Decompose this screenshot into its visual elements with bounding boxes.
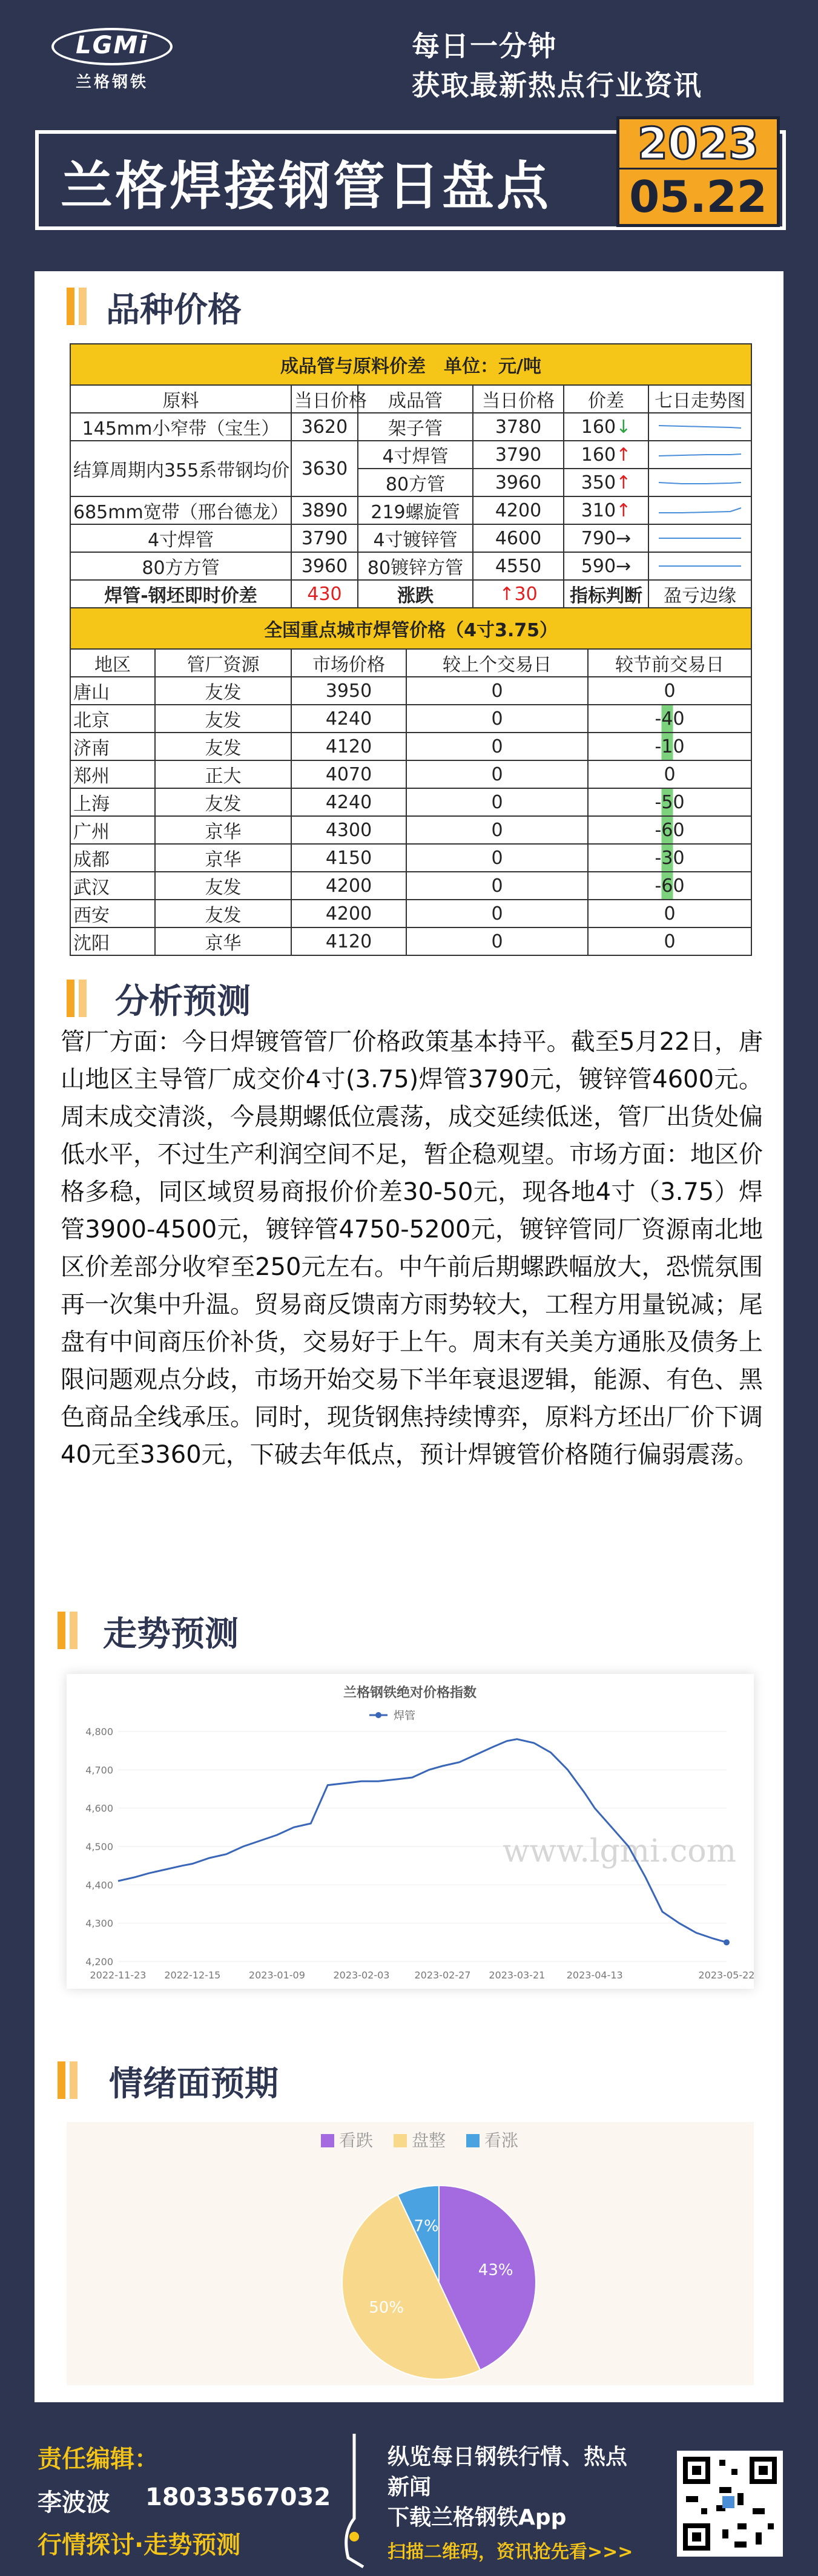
product: 80方管 — [358, 469, 473, 496]
price-tables — [70, 343, 751, 956]
mill-name: 京华 — [155, 816, 291, 844]
mill-name: 友发 — [155, 705, 291, 733]
mill-name: 友发 — [155, 872, 291, 900]
raw-price: 3790 — [291, 524, 358, 552]
logo: LGMi — [76, 31, 148, 59]
promo-cta: 扫描二维码，资讯抢先看>>> — [388, 2541, 633, 2563]
city-name: 成都 — [70, 844, 155, 872]
market-price: 4070 — [291, 760, 406, 788]
section-marker — [58, 1612, 65, 1649]
sparkline-icon — [658, 560, 742, 572]
sparkline-icon — [658, 504, 742, 516]
legend-label: 盘整 — [412, 2130, 446, 2150]
summary-value: 430 — [291, 580, 358, 608]
raw-price: 3960 — [291, 552, 358, 580]
editor-name: 李波波 — [38, 2489, 110, 2517]
mill-name: 正大 — [155, 760, 291, 788]
change-label: 涨跌 — [358, 580, 473, 608]
spread-value: 590 — [581, 555, 616, 577]
table-row — [70, 816, 751, 844]
spread-value: 350 — [581, 472, 616, 493]
judge-value: 盈亏边缘 — [648, 580, 751, 608]
legend-marker — [375, 1712, 381, 1718]
col-header: 原料 — [70, 385, 291, 413]
pie-chart-card — [67, 2122, 754, 2385]
x-tick-label: 2023-05-22 — [698, 1969, 755, 1981]
change-pre-holiday: -10 — [588, 733, 751, 760]
mill-name: 友发 — [155, 677, 291, 705]
arrow-up-icon: ↑ — [616, 472, 632, 493]
city-name: 武汉 — [70, 872, 155, 900]
spread-table-title: 成品管与原料价差 单位：元/吨 — [70, 344, 751, 385]
product-price: 3790 — [473, 441, 564, 469]
raw-price: 3630 — [291, 441, 358, 496]
product-price: 4200 — [473, 496, 564, 524]
sparkline — [648, 552, 751, 580]
city-name: 唐山 — [70, 677, 155, 705]
watermark: www.lgmi.com — [503, 1833, 737, 1869]
table-row — [70, 872, 751, 900]
qr-code-icon — [677, 2451, 783, 2557]
line-chart — [67, 1674, 754, 1989]
market-price: 3950 — [291, 677, 406, 705]
market-price: 4120 — [291, 927, 406, 955]
city-name: 广州 — [70, 816, 155, 844]
sparkline — [648, 469, 751, 496]
table-row — [70, 705, 751, 733]
change-pre-holiday: -30 — [588, 844, 751, 872]
arrow-up-icon: ↑ — [616, 444, 632, 466]
product: 架子管 — [358, 413, 473, 441]
change-pre-holiday: 0 — [588, 760, 751, 788]
arrow-up-icon: ↑ — [616, 499, 632, 521]
col-header: 价差 — [564, 385, 648, 413]
legend-swatch — [321, 2134, 334, 2147]
mill-name: 友发 — [155, 733, 291, 760]
y-tick-label: 4,300 — [85, 1917, 113, 1929]
y-tick-label: 4,600 — [85, 1802, 113, 1814]
promo-line1: 纵览每日钢铁行情、热点 — [388, 2445, 628, 2469]
x-tick-label: 2023-04-13 — [566, 1969, 623, 1981]
sparkline-icon — [658, 532, 742, 544]
change-pre-holiday: -40 — [588, 705, 751, 733]
change-prev-day: 0 — [406, 760, 588, 788]
change-prev-day: 0 — [406, 872, 588, 900]
summary-label: 焊管-钢坯即时价差 — [70, 580, 291, 608]
market-price: 4300 — [291, 816, 406, 844]
table-row — [70, 788, 751, 816]
x-tick-label: 2023-02-27 — [414, 1969, 471, 1981]
city-name: 北京 — [70, 705, 155, 733]
editor-phone: 18033567032 — [145, 2483, 331, 2511]
col-header: 七日走势图 — [648, 385, 751, 413]
change-prev-day: 0 — [406, 705, 588, 733]
spread-value: 310 — [581, 499, 616, 521]
raw-material: 结算周期内355系带钢均价 — [70, 441, 291, 496]
sparkline — [648, 413, 751, 441]
chart-title: 兰格钢铁绝对价格指数 — [343, 1685, 477, 1701]
section-title-trend: 走势预测 — [103, 1615, 239, 1654]
spread-cell — [564, 413, 648, 441]
table-row — [70, 441, 751, 469]
x-tick-label: 2023-02-03 — [333, 1969, 390, 1981]
table-row — [70, 413, 751, 441]
promo-line2: 新闻 — [388, 2475, 432, 2500]
raw-material: 145mm小窄带（宝生） — [70, 413, 291, 441]
logo-subtitle: 兰格钢铁 — [75, 73, 148, 91]
city-table — [70, 607, 752, 956]
col-header: 市场价格 — [291, 649, 406, 677]
product-price: 4550 — [473, 552, 564, 580]
page-title: 兰格焊接钢管日盘点 — [61, 156, 551, 217]
col-header: 当日价格 — [291, 385, 358, 413]
table-row — [70, 496, 751, 524]
spread-cell — [564, 552, 648, 580]
section-marker — [79, 980, 87, 1017]
city-name: 上海 — [70, 788, 155, 816]
city-name: 西安 — [70, 900, 155, 927]
legend-label: 看涨 — [484, 2130, 519, 2150]
product-price: 3960 — [473, 469, 564, 496]
product-price: 4600 — [473, 524, 564, 552]
hand-pointer-icon — [336, 2428, 372, 2573]
series-endpoint — [724, 1939, 730, 1945]
date-badge: 05.22 — [616, 170, 780, 227]
table-row — [70, 760, 751, 788]
change-prev-day: 0 — [406, 677, 588, 705]
tagline: 行情探讨·走势预测 — [38, 2531, 241, 2559]
pie-label: 43% — [478, 2261, 513, 2280]
legend-label: 看跌 — [339, 2130, 374, 2150]
col-header: 较上个交易日 — [406, 649, 588, 677]
product: 4寸镀锌管 — [358, 524, 473, 552]
slogan-line2: 获取最新热点行业资讯 — [412, 69, 702, 102]
city-name: 济南 — [70, 733, 155, 760]
sparkline — [648, 441, 751, 469]
x-tick-label: 2022-12-15 — [164, 1969, 221, 1981]
x-tick-label: 2023-01-09 — [248, 1969, 305, 1981]
change-pre-holiday: -50 — [588, 788, 751, 816]
change-prev-day: 0 — [406, 927, 588, 955]
section-marker — [70, 2061, 78, 2099]
change-prev-day: 0 — [406, 844, 588, 872]
year-badge: 2023 — [616, 116, 780, 171]
product: 4寸焊管 — [358, 441, 473, 469]
col-header: 成品管 — [358, 385, 473, 413]
change-pre-holiday: -60 — [588, 816, 751, 844]
x-tick-label: 2023-03-21 — [489, 1969, 546, 1981]
legend-swatch — [466, 2134, 480, 2147]
raw-price: 3890 — [291, 496, 358, 524]
change-pre-holiday: -60 — [588, 872, 751, 900]
y-tick-label: 4,800 — [85, 1726, 113, 1738]
table-row — [70, 844, 751, 872]
change-value: ↑30 — [473, 580, 564, 608]
product-price: 3780 — [473, 413, 564, 441]
table-row — [70, 524, 751, 552]
raw-price: 3620 — [291, 413, 358, 441]
col-header: 管厂资源 — [155, 649, 291, 677]
spread-value: 160 — [581, 444, 616, 466]
section-title-analysis: 分析预测 — [115, 982, 251, 1021]
mill-name: 京华 — [155, 927, 291, 955]
spread-cell — [564, 441, 648, 469]
change-prev-day: 0 — [406, 816, 588, 844]
y-tick-label: 4,400 — [85, 1879, 113, 1891]
raw-material: 685mm宽带（邢台德龙） — [70, 496, 291, 524]
arrow-right-icon: → — [616, 527, 632, 549]
market-price: 4150 — [291, 844, 406, 872]
qr-code[interactable] — [677, 2451, 783, 2557]
col-header: 地区 — [70, 649, 155, 677]
section-title-price: 品种价格 — [106, 291, 242, 330]
pie-chart — [67, 2122, 754, 2385]
product: 219螺旋管 — [358, 496, 473, 524]
city-name: 沈阳 — [70, 927, 155, 955]
table-row — [70, 927, 751, 955]
spread-cell — [564, 524, 648, 552]
section-marker — [67, 288, 74, 325]
mill-name: 友发 — [155, 788, 291, 816]
change-pre-holiday: 0 — [588, 900, 751, 927]
promo-line3: 下载兰格钢铁App — [388, 2505, 567, 2530]
spread-table — [70, 343, 752, 608]
spread-cell — [564, 496, 648, 524]
market-price: 4240 — [291, 705, 406, 733]
legend-swatch — [394, 2134, 407, 2147]
col-header: 较节前交易日 — [588, 649, 751, 677]
raw-material: 80方方管 — [70, 552, 291, 580]
analysis-text: 管厂方面：今日焊镀管管厂价格政策基本持平。截至5月22日，唐山地区主导管厂成交价4寸(3.75)焊管3790元，镀锌管4600元。周末成交清淡，今晨期螺低位震荡，成交延续低迷，管厂出货处偏低水平，不过生产利润空间不足，暂企稳观望。市场方面：地区价格多稳，同区域贸易商报价价差30-50元，现各地4寸（3.75）焊管3900-4500元，镀锌管4750-5200元，镀锌管同厂资源南北地区价差部分收窄至250元左右。中午前后期螺跌幅放大，恐慌氛围再一次集中升温。贸易商反馈南方雨势较大，工程方用量锐减；尾盘有中间商压价补货，交易好于上午。周末有关美方通胀及债务上限问题观点分歧，市场开始交易下半年衰退逻辑，能源、有色、黑色商品全线承压。同时，现货钢焦持续博弈，原料方坯出厂价下调40元至3360元，下破去年低点，预计焊镀管价格随行偏弱震荡。 — [61, 1028, 763, 1469]
editor-label: 责任编辑： — [38, 2445, 159, 2473]
slogan-line1: 每日一分钟 — [412, 30, 557, 62]
arrow-right-icon: → — [616, 555, 632, 577]
mill-name: 京华 — [155, 844, 291, 872]
section-marker — [67, 980, 74, 1017]
change-pre-holiday: 0 — [588, 677, 751, 705]
col-header: 当日价格 — [473, 385, 564, 413]
sparkline — [648, 496, 751, 524]
spread-cell — [564, 469, 648, 496]
sparkline-icon — [658, 421, 742, 433]
table-row — [70, 677, 751, 705]
line-chart-card — [67, 1674, 754, 1989]
legend-label: 焊管 — [394, 1710, 415, 1722]
mill-name: 友发 — [155, 900, 291, 927]
city-name: 郑州 — [70, 760, 155, 788]
pie-label: 7% — [414, 2217, 439, 2236]
sparkline-icon — [658, 449, 742, 461]
y-tick-label: 4,500 — [85, 1841, 113, 1853]
market-price: 4200 — [291, 900, 406, 927]
section-title-sentiment: 情绪面预期 — [109, 2064, 279, 2104]
spread-value: 160 — [581, 416, 616, 438]
table-row — [70, 552, 751, 580]
change-pre-holiday: 0 — [588, 927, 751, 955]
sparkline — [648, 524, 751, 552]
section-marker — [79, 288, 87, 325]
x-tick-label: 2022-11-23 — [90, 1969, 147, 1981]
y-tick-label: 4,200 — [85, 1956, 113, 1968]
change-prev-day: 0 — [406, 900, 588, 927]
product: 80镀锌方管 — [358, 552, 473, 580]
city-table-title: 全国重点城市焊管价格（4寸3.75） — [70, 608, 751, 649]
table-row — [70, 900, 751, 927]
change-prev-day: 0 — [406, 733, 588, 760]
pie-label: 50% — [369, 2298, 404, 2317]
table-row — [70, 733, 751, 760]
y-tick-label: 4,700 — [85, 1764, 113, 1776]
section-marker — [58, 2061, 65, 2099]
raw-material: 4寸焊管 — [70, 524, 291, 552]
judge-label: 指标判断 — [564, 580, 648, 608]
market-price: 4200 — [291, 872, 406, 900]
market-price: 4120 — [291, 733, 406, 760]
section-marker — [70, 1612, 78, 1649]
spread-value: 790 — [581, 527, 616, 549]
market-price: 4240 — [291, 788, 406, 816]
sparkline-icon — [658, 476, 742, 489]
summary-row — [70, 580, 751, 608]
change-prev-day: 0 — [406, 788, 588, 816]
arrow-down-icon: ↓ — [616, 416, 632, 438]
